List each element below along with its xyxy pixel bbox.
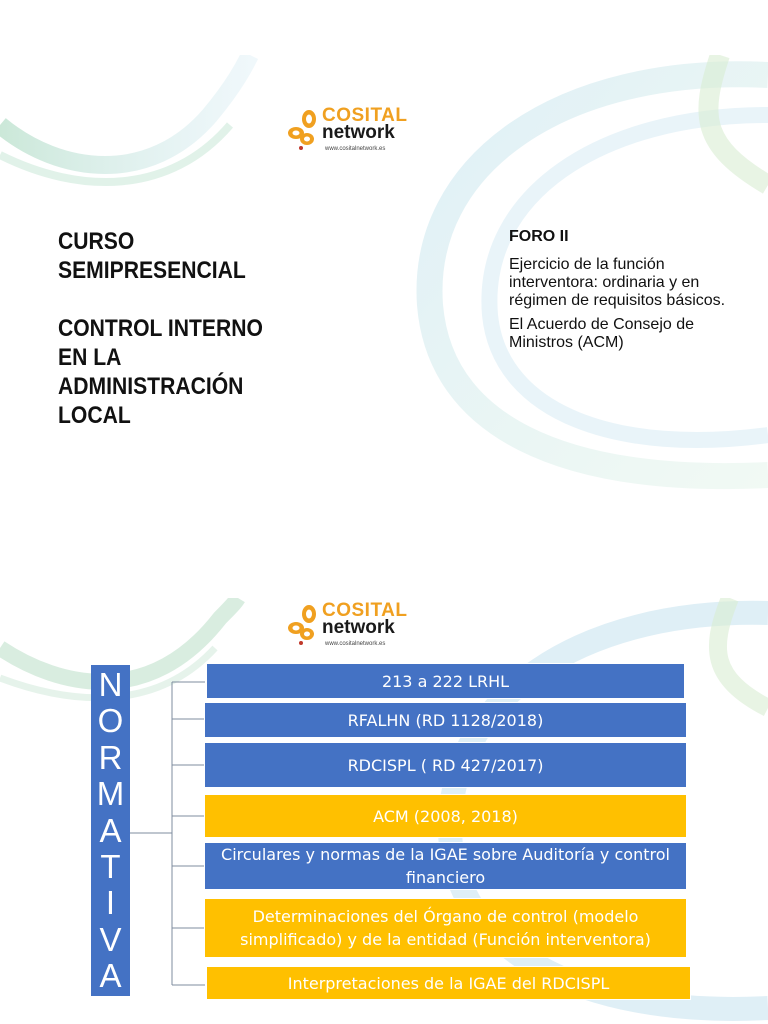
foro-description: [509, 227, 739, 358]
title-line: CURSO: [58, 228, 135, 255]
title-line: ADMINISTRACIÓN: [58, 373, 244, 400]
normativa-letter: V: [99, 920, 122, 958]
logo-brand-top: COSITAL: [322, 600, 408, 621]
normativa-letter: M: [96, 775, 125, 813]
title-line: LOCAL: [58, 402, 131, 429]
normativa-item: Determinaciones del Órgano de control (modelo simplificado) y de la entidad (Función interventora): [204, 898, 687, 958]
logo-brand-top: COSITAL: [322, 105, 408, 126]
foro-paragraph: El Acuerdo de Consejo de Ministros (ACM): [509, 316, 695, 351]
normativa-slide: [0, 598, 768, 1024]
logo-brand-bottom: network: [322, 617, 395, 638]
normativa-item: ACM (2008, 2018): [204, 794, 687, 838]
title-line: SEMIPRESENCIAL: [58, 257, 246, 284]
normativa-letter: A: [99, 811, 122, 849]
foro-paragraph: Ejercicio de la función interventora: ordinaria y en régimen de requisitos básicos.: [509, 256, 726, 309]
normativa-item: RFALHN (RD 1128/2018): [204, 702, 687, 738]
cosital-emblem-icon: [287, 109, 321, 153]
normativa-letter: N: [98, 666, 123, 703]
cosital-network-logo: [287, 105, 437, 161]
normativa-letter: O: [97, 702, 124, 740]
foro-title: FORO II: [509, 228, 569, 245]
title-spacer: [58, 285, 287, 314]
normativa-letter: I: [105, 884, 116, 922]
title-line: CONTROL INTERNO: [58, 315, 263, 342]
normativa-letter: A: [99, 957, 122, 994]
normativa-letter: R: [98, 738, 123, 776]
normativa-item: RDCISPL ( RD 427/2017): [204, 742, 687, 788]
normativa-item: 213 a 222 LRHL: [206, 663, 685, 699]
course-title: [58, 227, 287, 430]
title-slide: [0, 55, 768, 490]
normativa-item: Interpretaciones de la IGAE del RDCISPL: [206, 966, 691, 1000]
normativa-item: Circulares y normas de la IGAE sobre Auditoría y control financiero: [204, 842, 687, 890]
normativa-letter: T: [100, 847, 121, 885]
title-line: EN LA: [58, 344, 122, 371]
logo-brand-bottom: network: [322, 122, 395, 143]
logo-url: www.cositalnetwork.es: [325, 641, 386, 647]
logo-url: www.cositalnetwork.es: [325, 146, 386, 152]
